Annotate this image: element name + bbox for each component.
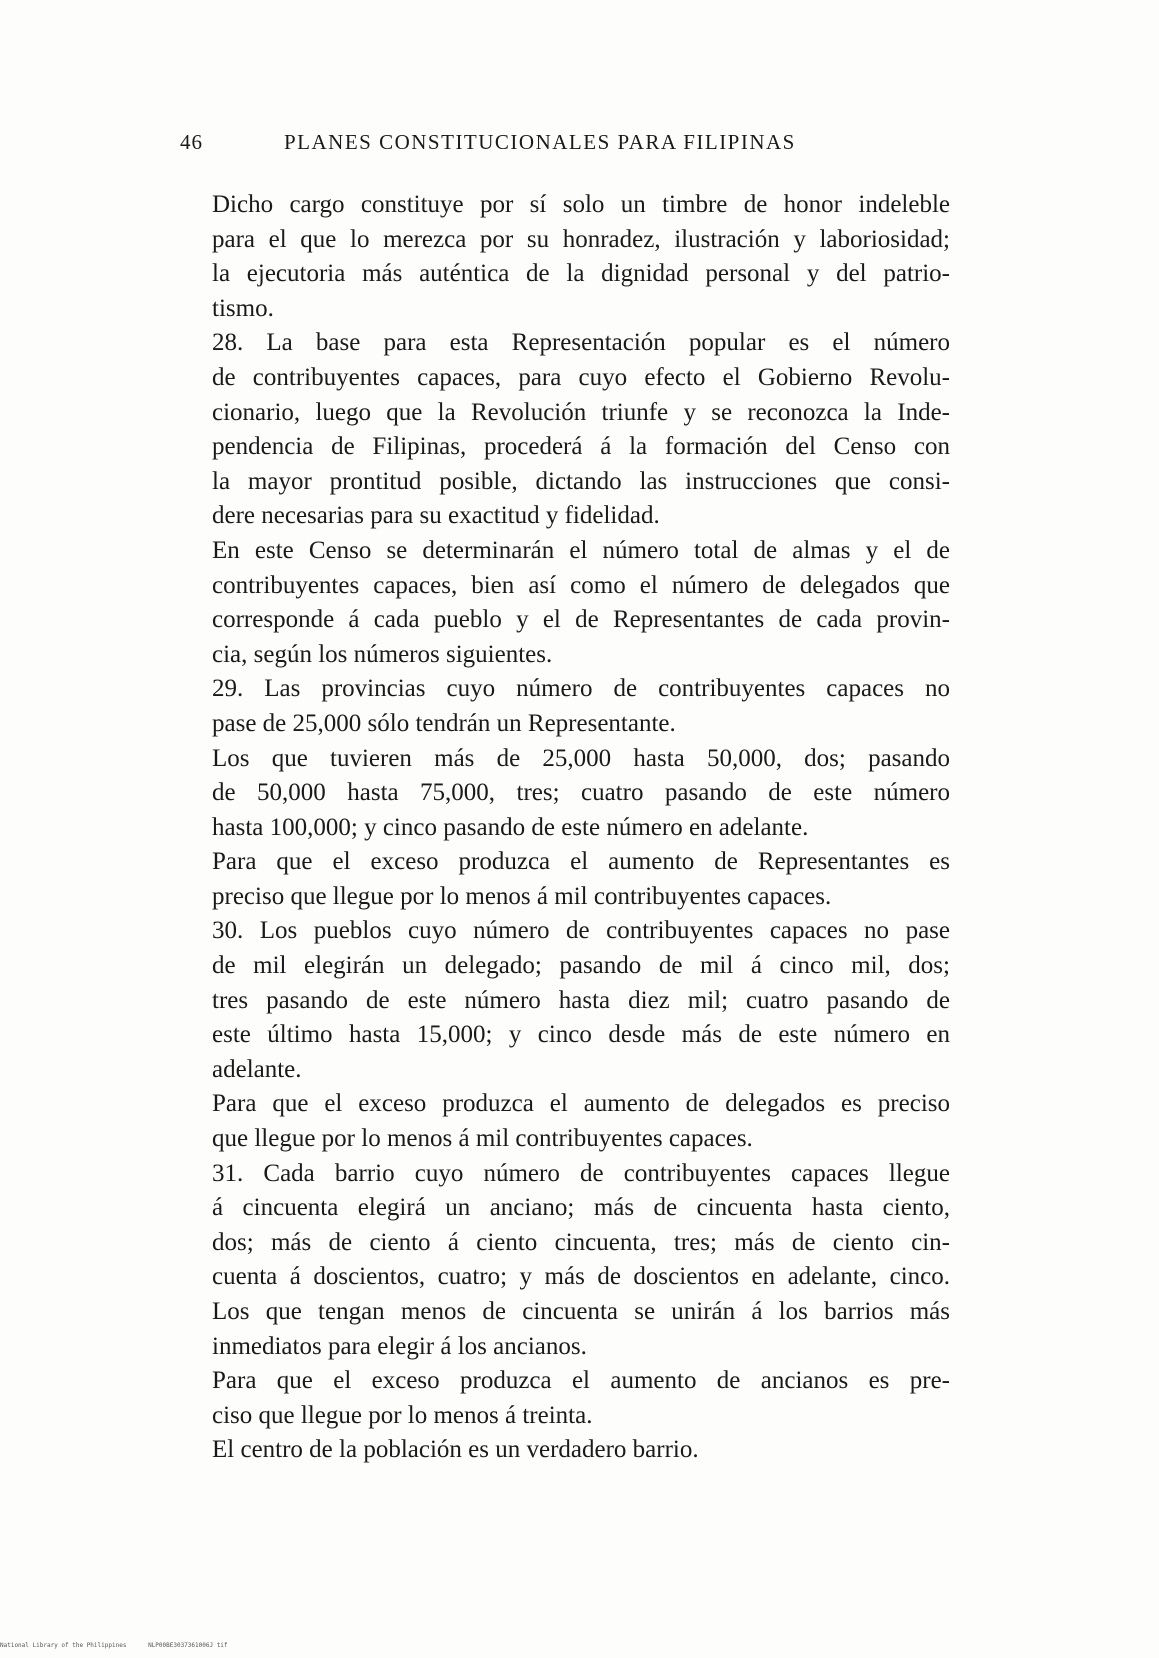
- paragraph-5: Los que tuvieren más de 25,000 hasta 50,000, dos; pasando de 50,000 hasta 75,000, tres; cuatro pasando de este número hasta 100,000; y cinco pasando de este número en adelante.: [212, 744, 950, 841]
- paragraph-7: 30. Los pueblos cuyo número de contribuyentes capaces no pase de mil elegirán un delegado; pasando de mil á cinco mil, dos; tres pasando de este número hasta diez mil; cuatro pasando de este último hasta 15,000; y cinco desde más de este número en adelante.: [212, 917, 950, 1083]
- footer-code: NLP00BE3037361006J tif: [148, 1642, 228, 1649]
- paragraph-10: Los que tengan menos de cincuenta se unirán á los barrios más inmediatos para elegir á los ancianos.: [212, 1298, 950, 1360]
- paragraph-12: El centro de la población es un verdadero barrio.: [212, 1436, 699, 1464]
- footer-library: National Library of the Philippines: [0, 1642, 127, 1649]
- body-text: [180, 188, 950, 1468]
- running-head: PLANES CONSTITUCIONALES PARA FILIPINAS: [284, 130, 796, 154]
- paragraph-11: Para que el exceso produzca el aumento de ancianos es pre- ciso que llegue por lo menos á treinta.: [212, 1367, 950, 1429]
- paragraph-3: En este Censo se determinarán el número total de almas y el de contribuyentes capaces, bien así como el número de delegados que corresponde á cada pueblo y el de Representantes de cada provin- cia, según los números siguientes.: [212, 536, 950, 668]
- paragraph-9: 31. Cada barrio cuyo número de contribuyentes capaces llegue á cincuenta elegirá un anciano; más de cincuenta hasta ciento, dos; más de ciento á ciento cincuenta, tres; más de ciento cin- cuenta á doscientos, cuatro; y más de doscientos en adelante, cinco.: [212, 1159, 950, 1291]
- scan-footer: [0, 1642, 400, 1649]
- paragraph-8: Para que el exceso produzca el aumento de delegados es preciso que llegue por lo menos á mil contribuyentes capaces.: [212, 1090, 950, 1153]
- paragraph-6: Para que el exceso produzca el aumento de Representantes es preciso que llegue por lo menos á mil contribuyentes capaces.: [212, 848, 950, 910]
- page-header: [180, 130, 940, 166]
- paragraph-2: 28. La base para esta Representación popular es el número de contribuyentes capaces, para cuyo efecto el Gobierno Revolu- cionario, luego que la Revolución triunfe y se reconozca la Inde- pendencia de Filipinas, procederá á la formación del Censo con la mayor prontitud posible, dictando las instrucciones que consi- dere necesarias para su exactitud y fidelidad.: [212, 329, 950, 530]
- paragraph-4: 29. Las provincias cuyo número de contribuyentes capaces no pase de 25,000 sólo tendrán un Representante.: [212, 675, 950, 737]
- paragraph-1: Dicho cargo constituye por sí solo un timbre de honor indeleble para el que lo merezca por su honradez, ilustración y laboriosidad; la ejecutoria más auténtica de la dignidad personal y del patrio- tismo.: [212, 191, 950, 322]
- page-number: 46: [180, 130, 203, 154]
